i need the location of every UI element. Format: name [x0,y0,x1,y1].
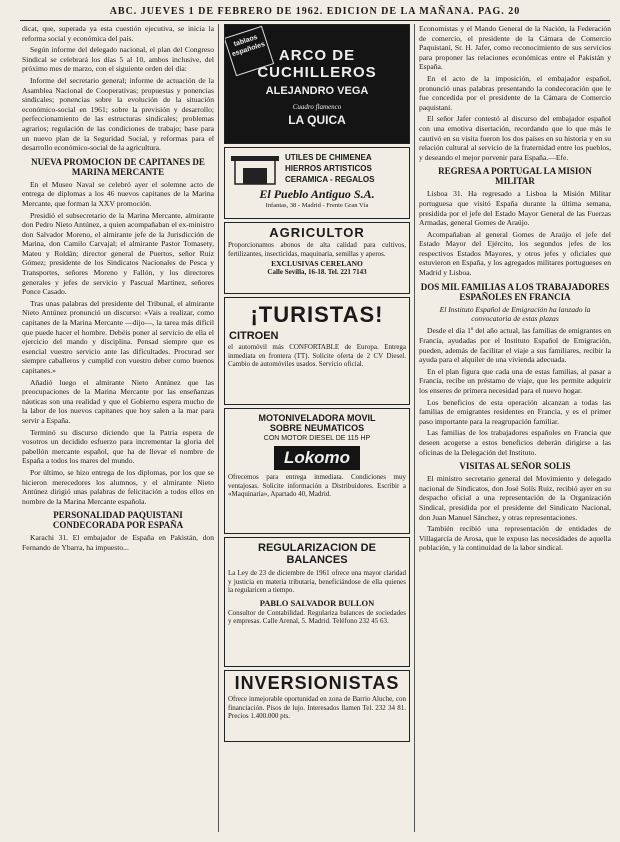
paragraph: En el plan figura que cada una de estas familias, al pasar a Francia, recibe un préstamo de viaje, que les permite adquirir los enseres de primera necesidad para el nuevo hogar. [419,366,611,396]
ad-title: MOTONIVELADORA MOVIL [258,413,376,423]
ad-title: SOBRE NEUMATICOS [269,423,365,433]
headline: PERSONALIDAD PAQUISTANI CONDECORADA POR ESPAÑA [52,510,184,531]
ad-brand: CITROEN [229,330,279,342]
subheadline: El Instituto Español de Emigración ha lanzado la convocatoria de estas plazas [439,304,591,324]
paragraph: Economistas y el Mando General de la Nación, la Federación de comercio, el presidente de la Cámara de Comercio Paquistaní, Sr. H. Jafer, como reconocimiento de sus servicios para proponer las relaciones económicas entre el Pakistán y España. [419,24,611,72]
column-divider [414,24,415,832]
ad-title: REGULARIZACION DE BALANCES [258,542,376,566]
ad-line: Cuadro flamenco [292,103,342,111]
paragraph: Tras unas palabras del presidente del Tribunal, el almirante Nieto Antúnez pronunció un discurso: «Vais a realizar, como capitanes de la Marina Mercante —dijo—, la tarea más difícil que puede hacer el hombre. Debéis poner al servicio de ella el ejercicio del mando y disciplina. Pensad siempre que es esencial vuestro servicio ante las dificultades. Procurad ser siempre caballeros y cumplid con vuestro deber como buenos capitanes.» [22,298,214,375]
ad-lokomo [224,408,410,534]
paragraph: Añadió luego el almirante Nieto Antúnez que las preocupaciones de la Marina Mercante por las enseñanzas náuticas son una realidad y que el Gobierno espera mucho de la labor de los nuevos capitanes que hoy salen a la mar para servir a España. [22,377,214,425]
ad-turistas-citroen [224,297,410,405]
ad-subtitle: CON MOTOR DIESEL DE 115 HP [263,435,371,442]
ad-title: AGRICULTOR [269,225,365,240]
ad-address: Infantas, 38 - Madrid - Frente Gran Vía [265,202,369,209]
paragraph: Por último, se hizo entrega de los diplomas, por los que se hicieron merecedores los alumnos, y el almirante Nieto Antúnez dirigió unas palabras de felicitación a todos ellos en nombre de la Marina Mercante española. [22,467,214,506]
ad-body: La Ley de 23 de diciembre de 1961 ofrece una mayor claridad y justicia en materia tributaria, beneficiándose de ella quienes la regularicen a tiempo. [228,569,406,595]
headline: NUEVA PROMOCION DE CAPITANES DE MARINA MERCANTE [31,156,205,177]
headline: DOS MIL FAMILIAS A LOS TRABAJADORES ESPAÑOLES EN FRANCIA [420,281,610,302]
column-ads [224,24,410,832]
paragraph: dicat, que, superada ya esta cuestión ejecutiva, se inicia la reforma social y económica del país. [22,24,214,43]
ad-body: el automóvil más CONFORTABLE de Europa. Entrega inmediata en frontera (TT). Solicite oferta de 2 CV Diesel. Cambio de automóviles usados. Servicio oficial. [228,343,406,369]
paragraph: El señor Jafer contestó al discurso del embajador español con una emotiva disertación, recordando que lo que más le cautivó en su visita fueron los dos países en su historia y en su relación cultural al servicio de la fraternidad entre los pueblos, y deseando el mejor porvenir para España.—Efe. [419,114,611,162]
ad-body: Ofrecemos para entrega inmediata. Condiciones muy ventajosas. Solicite información a Distribuidores. Escribir a «Maquinaria», Apartado 40, Madrid. [228,473,406,499]
ad-badge: tablaos españoles [224,26,274,76]
ad-title: ARCO DE [278,47,356,64]
ad-agricultor [224,222,410,294]
ad-name: PABLO SALVADOR BULLON [259,597,375,608]
ad-name: LA QUICA [288,113,346,127]
ad-title: ALEJANDRO VEGA [265,85,369,97]
paragraph: Desde el día 1º del año actual, las familias de emigrantes en Francia, ayudadas por el Instituto Español de Emigración, pueden, además de facilitar el viaje a sus familiares, recibir la ayuda para el alquiler de una vivienda adecuada. [419,326,611,365]
page-header: ABC. JUEVES 1 DE FEBRERO DE 1962. EDICION DE LA MAÑANA. PAG. 20 [20,4,610,21]
ad-address: Calle Sevilla, 16-18. Tel. 221 7143 [267,268,367,277]
paragraph: Informe del secretario general; informe de actuación de la Asamblea Nacional de Cooperativas; propuestas y ponencias sindicales; ponencias sobre la evolución de la situación económico-social en 1961; sobre la previsión y desarrollo; perfeccionamiento de las estructuras sindicales; problemas agrarios; regulación de las condiciones de trabajo; base para un nuevo plan de la Seguridad Social, y reformas para el desarrollo económico-social de la agricultura. [22,75,214,153]
ad-brand-logo [274,446,360,470]
column-right [419,24,611,832]
ad-line: HIERROS ARTISTICOS [285,164,372,173]
ad-line: CERAMICA - REGALOS [285,175,375,184]
paragraph: Las familias de los trabajadores españoles en Francia que deseen acogerse a estos beneficios deberán dirigirse a las oficinas de la Delegación del Instituto. [419,428,611,457]
ad-firm: EXCLUSIVAS CERELANO [271,259,363,269]
ad-inversionistas [224,670,410,742]
ad-balances [224,537,410,667]
ad-line: UTILES DE CHIMENEA [285,153,372,162]
paragraph: Lisboa 31. Ha regresado a Lisboa la Misión Militar portuguesa que visitó España durante la última semana, presidida por el jefe del Estado Mayor General de las Fuerzas Armadas, general Gomes de Araújo. [419,189,611,228]
paragraph: Acompañaban al general Gomes de Araújo el jefe del Estado Mayor del Ejército, los segundos jefes de los respectivos Estados Mayores, y otros jefes y oficiales que estuvieron en España, y los agregados militares portugueses en Madrid y Lisboa. [419,229,611,278]
paragraph: Terminó su discurso diciendo que la Patria espera de vosotros un decidido esfuerzo para incrementar la gloria del pabellón mercante español, que ha de llevar el nombre de España a todos los mares del mundo. [22,427,214,466]
paragraph: Presidió el subsecretario de la Marina Mercante, almirante don Pedro Nieto Antúnez, a quien acompañaban el ex-ministro don Salvador Moreno, el almirante jefe de la Jurisdicción de Marina, don Camilo Carvajal; el almirante Pastor Tomasety, Mateu y Roldán; director general de Puertos, señor Ruiz Gómez; presidente de los Sindicatos Nacionales de Pesca y Transportes, señores Moreno y Fallón, y los directores generales y jefes de servicio y Pascual Martínez, señores Ponce Casado. [22,210,214,297]
ad-title: INVERSIONISTAS [234,673,400,693]
paragraph: También recibió una representación de entidades de Villagarcía de Arosa, que le expuso las necesidades de aquella población, y la continuidad de la labor sindical. [419,524,611,553]
paragraph: En el acto de la imposición, el embajador español, pronunció unas palabras presentando la condecoración que le fue concedida por el presidente de la Cámara de Comercio paquistaní. [419,73,611,112]
ad-brand: Lokomo [283,448,351,467]
paragraph: El ministro secretario general del Movimiento y delegado nacional de Sindicatos, don José Solís Ruiz, recibió ayer en su despacho oficial a una representación de la Organización Sindical, presidida por el presidente del Sindicato Nacional, don Juan Manuel Sánchez, y otras representaciones. [419,474,611,522]
ad-arco-cuchilleros [224,24,410,144]
column-divider [218,24,219,832]
paragraph: En el Museo Naval se celebró ayer el solemne acto de entrega de diplomas a los 46 nuevos capitanes de la Marina Mercante, que forman la XXV promoción. [22,179,214,208]
headline: REGRESA A PORTUGAL LA MISION MILITAR [438,166,592,187]
ad-title: CUCHILLEROS [257,64,377,81]
headline: VISITAS AL SEÑOR SOLIS [459,461,571,472]
paragraph: Karachi 31. El embajador de España en Pakistán, don Fernando de Ybarra, ha impuesto... [22,533,214,552]
ad-body: Consultor de Contabilidad. Regulariza balances de sociedades y empresas. Calle Arenal, 5. Madrid. Teléfono 232 45 63. [228,608,406,626]
ad-pueblo-antiguo [224,147,410,219]
paragraph: Según informe del delegado nacional, el plan del Congreso Sindical se celebrará los días 5 al 10, ambos inclusive, del próximo mes de marzo, con el siguiente orden del día: [22,45,214,74]
chimney-illustration-icon [229,152,281,186]
column-left [22,24,214,832]
ad-body: Proporcionamos abonos de alta calidad para cultivos, fertilizantes, insecticidas, maquinaria, semillas y aperos. [228,241,406,258]
ad-body: Ofrece inmejorable oportunidad en zona de Barrio Aluche, con financiación. Pisos de lujo. Interesados llamen Tel. 232 34 81. Precios 1.400.000 pts. [228,695,406,721]
paragraph: Los beneficios de esta operación alcanzan a todas las familias de emigrantes residentes en Francia, y es el primer paso importante para la reagrupación familiar. [419,397,611,426]
ad-title: ¡TURISTAS! [250,302,384,327]
ad-brand: El Pueblo Antiguo S.A. [259,187,375,201]
